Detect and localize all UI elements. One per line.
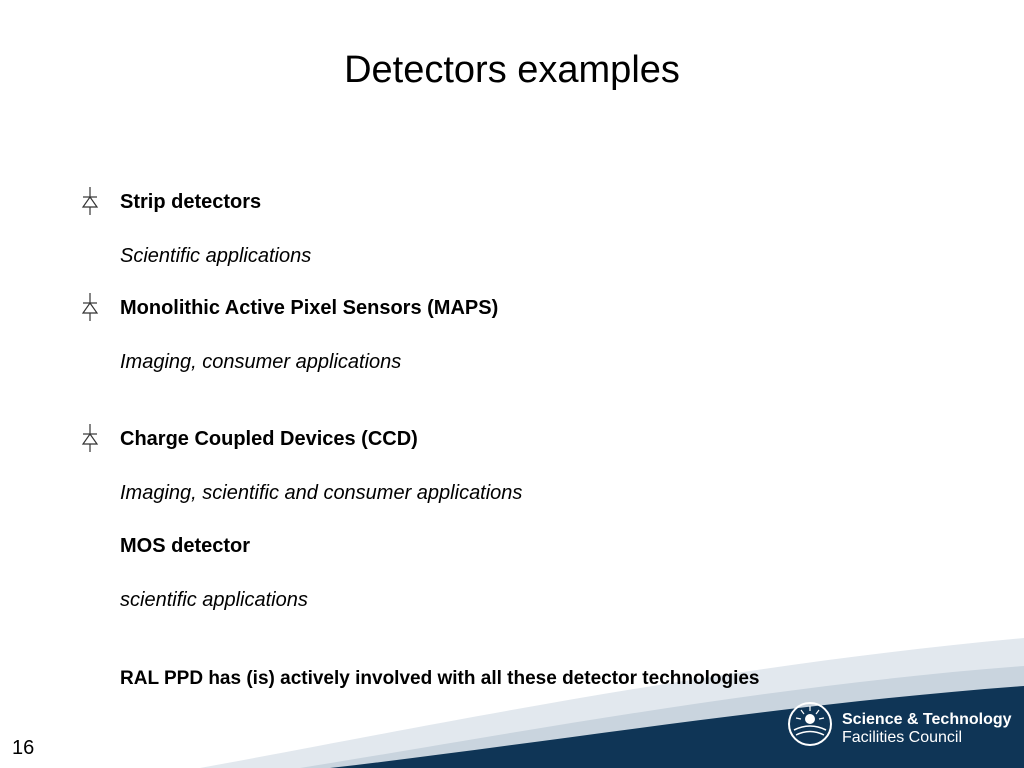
item-heading: Strip detectors	[120, 191, 262, 213]
logo-line-2: Facilities Council	[842, 729, 963, 746]
item-heading: Charge Coupled Devices (CCD)	[120, 428, 418, 450]
diode-bullet-icon	[80, 293, 100, 321]
item-heading: MOS detector	[120, 535, 251, 557]
diode-bullet-icon	[80, 424, 100, 452]
diode-bullet-icon	[80, 187, 100, 215]
item-detail: scientific applications	[120, 589, 308, 611]
item-detail: Imaging, consumer applications	[120, 351, 402, 373]
stfc-logo-icon	[786, 700, 834, 748]
item-detail: Scientific applications	[120, 245, 312, 267]
stfc-logo-text	[842, 711, 1012, 747]
slide-title: Detectors examples	[344, 49, 680, 91]
item-heading: Monolithic Active Pixel Sensors (MAPS)	[120, 297, 499, 319]
item-detail: Imaging, scientific and consumer applications	[120, 482, 523, 504]
summary-statement: RAL PPD has (is) actively involved with all these detector technologies	[120, 668, 760, 689]
page-number: 16	[12, 737, 35, 759]
logo-line-1: Science & Technology	[842, 711, 1012, 728]
